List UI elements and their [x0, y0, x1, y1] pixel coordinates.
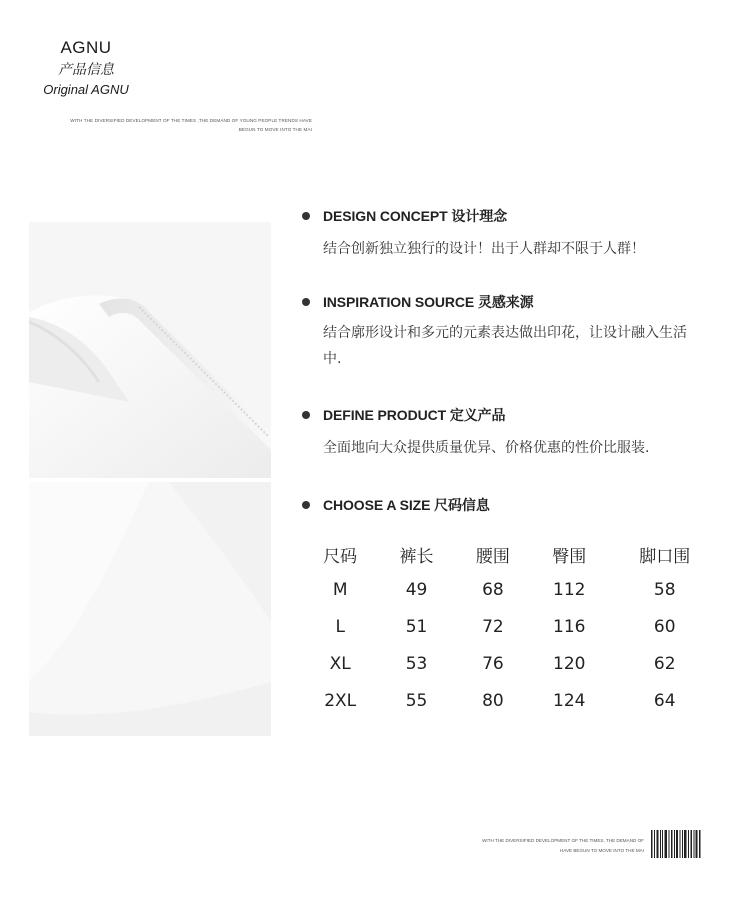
section-inspiration-source: [302, 292, 722, 372]
table-row: [302, 608, 722, 645]
section-body: 结合廓形设计和多元的元素表达做出印花，让设计融入生活中.: [323, 325, 687, 367]
size-table-header-row: [302, 538, 722, 571]
cell-leg-opening: 60: [653, 616, 676, 637]
brand-cn-title: 产品信息: [58, 62, 114, 78]
section-title: CHOOSE A SIZE 尺码信息: [323, 497, 490, 513]
cell-leg-opening: 62: [653, 653, 676, 674]
section-design-concept: [302, 206, 722, 262]
tagline-bottom-line-2: HAVE BEGUN TO MOVE INTO THE MAI: [559, 848, 644, 853]
brand-name: AGNU: [60, 38, 112, 57]
section-body: 全面地向大众提供质量优异、价格优惠的性价比服装.: [323, 440, 650, 456]
cell-size: L: [335, 616, 345, 637]
tagline-bottom-line-1: WITH THE DIVERSIFIED DEVELOPMENT OF THE TIMES, THE DEMAND OF: [482, 838, 644, 843]
table-row: [302, 571, 722, 608]
size-table: [302, 538, 722, 719]
header-hip: 臀围: [552, 547, 587, 567]
cell-size: 2XL: [324, 690, 357, 711]
cell-waist: 72: [482, 616, 504, 637]
table-row: [302, 645, 722, 682]
tagline-top-line-1: WITH THE DIVERSIFIED DEVELOPMENT OF THE TIMES ,THE DEMAND OF YOUNG PEOPLE TRENDS HAVE: [70, 118, 312, 123]
bullet-dot-icon: [302, 298, 310, 306]
section-header: [302, 495, 722, 515]
section-header: [302, 206, 722, 226]
header-size: 尺码: [323, 547, 358, 567]
cell-hip: 124: [553, 690, 586, 711]
brand-subtitle: Original AGNU: [43, 82, 129, 97]
tagline-top: [42, 116, 312, 134]
cell-length: 49: [405, 579, 428, 600]
bullet-dot-icon: [302, 501, 310, 509]
cell-size: XL: [329, 653, 351, 674]
cell-hip: 116: [553, 616, 586, 637]
cell-leg-opening: 58: [653, 579, 676, 600]
section-header: [302, 405, 722, 425]
cell-waist: 80: [482, 690, 504, 711]
table-row: [302, 682, 722, 719]
header-leg-opening: 脚口围: [639, 547, 691, 567]
fabric-collar-illustration: [29, 222, 271, 478]
bullet-dot-icon: [302, 212, 310, 220]
cell-size: M: [332, 579, 348, 600]
header-waist: 腰围: [475, 547, 510, 567]
section-choose-size: [302, 495, 722, 515]
cell-length: 51: [405, 616, 428, 637]
product-photo-collar: [29, 222, 271, 478]
cell-length: 55: [405, 690, 428, 711]
cell-waist: 76: [482, 653, 504, 674]
section-define-product: [302, 405, 722, 461]
section-body: 结合创新独立独行的设计！出于人群却不限于人群！: [323, 241, 645, 257]
product-photo-fabric: [29, 482, 271, 736]
tagline-top-line-2: BEGUN TO MOVE INTO THE MAI: [238, 127, 312, 132]
cell-hip: 112: [553, 579, 586, 600]
cell-waist: 68: [482, 579, 504, 600]
section-title: INSPIRATION SOURCE 灵感来源: [323, 294, 534, 310]
brand-block: [40, 38, 132, 97]
fabric-fold-illustration: [29, 482, 271, 736]
cell-length: 53: [405, 653, 428, 674]
section-title: DESIGN CONCEPT 设计理念: [323, 208, 508, 224]
cell-hip: 120: [553, 653, 586, 674]
section-header: [302, 292, 722, 312]
cell-leg-opening: 64: [653, 690, 676, 711]
bullet-dot-icon: [302, 411, 310, 419]
barcode-icon: [651, 830, 701, 858]
header-length: 裤长: [399, 547, 434, 567]
section-title: DEFINE PRODUCT 定义产品: [323, 407, 506, 423]
tagline-bottom: [440, 836, 644, 856]
